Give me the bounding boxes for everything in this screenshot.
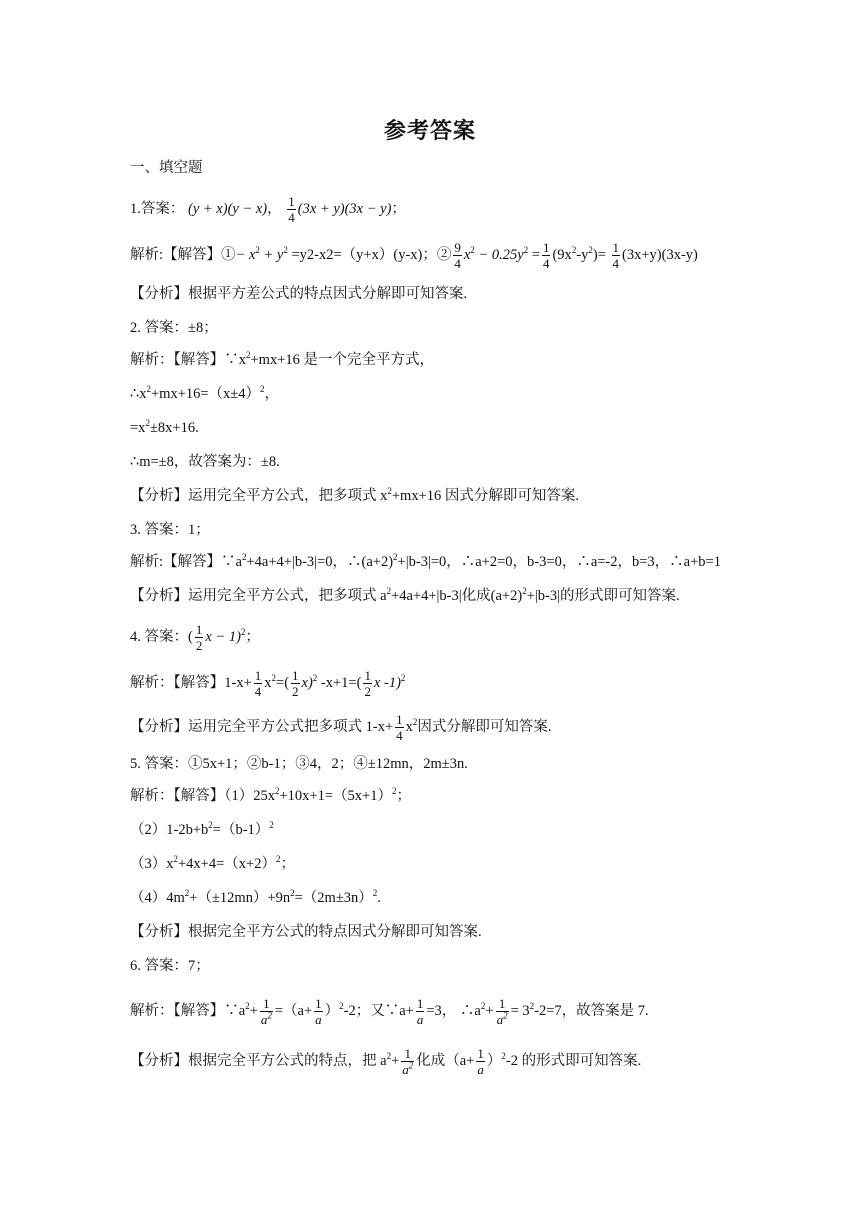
q5-line3: $(3)x^2+4x+4=(x+2)^2$； <box>130 854 295 872</box>
q1-fraction: $\frac{1}{4}$ <box>288 194 295 225</box>
q6-fenxi: 【分析】根据完全平方公式的特点，把 $a^2+$ $\frac{1}{a^2}$ 化成（a+ $\frac{1}{a}$ ）$^2$-2 的形式即可知答案. <box>130 1046 642 1077</box>
q1-answer-a: (y + x)(y − x) <box>188 200 268 217</box>
q6-answer: 6. 答案：7； <box>130 958 210 974</box>
q4-fenxi: 【分析】运用完全平方公式把多项式 1-x+ $\frac{1}{4}$ $x^2$因式分解即可知答案. <box>130 712 552 743</box>
q2-fenxi: 【分析】运用完全平方公式，把多项式 $x^2+mx+16$ 因式分解即可知答案. <box>130 486 580 504</box>
q2-line3: $=x^2\pm 8x+16$. <box>130 418 199 436</box>
q6-line1: 解析：【解答】$\because a^2+$ $\frac{1}{a^2}$ =（a+ $\frac{1}{a}$ ）$^2$-2；又∵a+ $\frac{1}{a}$ =3， $\therefore a^2+$ $\frac{1}{a^2}$ = $3^2-2=7$，故答案是 7. <box>130 996 649 1027</box>
q5-line1: 解析：【解答】$(1)25x^2+10x+1=(5x+1)^2$； <box>130 786 411 804</box>
q5-answer: 5. 答案：①5x+1；②b-1；③4，2；④±12mn，2m±3n. <box>130 756 468 772</box>
q1-answer-label: 1.答案： <box>130 200 185 217</box>
q1-semicolon: ； <box>391 200 406 217</box>
q1-answer-b: (3x + y)(3x − y) <box>297 200 392 217</box>
q1-comma: ， <box>267 200 282 217</box>
q3-fenxi: 【分析】运用完全平方公式，把多项式 $a^2+4a+4+|b-3|$化成$(a+2)^2+|b-3|$的形式即可知答案. <box>130 586 680 604</box>
q4-answer: 4. 答案：( $\frac{1}{2}$ x − 1)$^2$； <box>130 622 260 653</box>
section-heading: 一、填空题 <box>130 160 203 176</box>
q1-analysis: 解析:【解答】①− $x^2 + y^2 =y2-x2=(y+x)(y-x)$；② $\frac{9}{4}$ $x^2 - 0.25y^2$ = $\frac{1}{4}$ $(9x^2-y^2)=$ $\frac{1}{4}$ (3x+y)(3x-y) <box>130 240 698 271</box>
q5-line2: $(2)1-2b+b^2=(b-1)^2$ <box>130 820 274 838</box>
q2-line4: ∴m=±8，故答案为：±8. <box>130 454 280 470</box>
q3-answer: 3. 答案：1； <box>130 522 210 538</box>
q2-answer: 2. 答案：±8； <box>130 320 218 336</box>
q4-line1: 解析：【解答】1-x+ $\frac{1}{4}$ $x^2=$( $\frac{1}{2}$ x)$^2$ -x+1=( $\frac{1}{2}$ x -1)$^2$ <box>130 668 406 699</box>
page-title: 参考答案 <box>383 118 476 143</box>
q5-line4: $(4)4m^2+(\pm 12mn)+9n^2=(2m\pm 3n)^2$. <box>130 888 381 906</box>
q3-line1: 解析:【解答】$\because a^2+4a+4+|b-3|=0$，$\therefore(a+2)^2+|b-3|=0$，∴a+2=0，b-3=0，∴a=-2，b=3，∴a+b=1 <box>130 552 721 570</box>
q2-line1: 解析：【解答】$\because x^2+mx+16$ 是一个完全平方式， <box>130 350 435 368</box>
q1-answer <box>130 194 406 225</box>
q1-fenxi: 【分析】根据平方差公式的特点因式分解即可知答案. <box>130 286 468 302</box>
q2-line2: $\therefore x^2+mx+16=(x\pm 4)^2$， <box>130 384 280 402</box>
q5-fenxi: 【分析】根据完全平方公式的特点因式分解即可知答案. <box>130 924 482 940</box>
